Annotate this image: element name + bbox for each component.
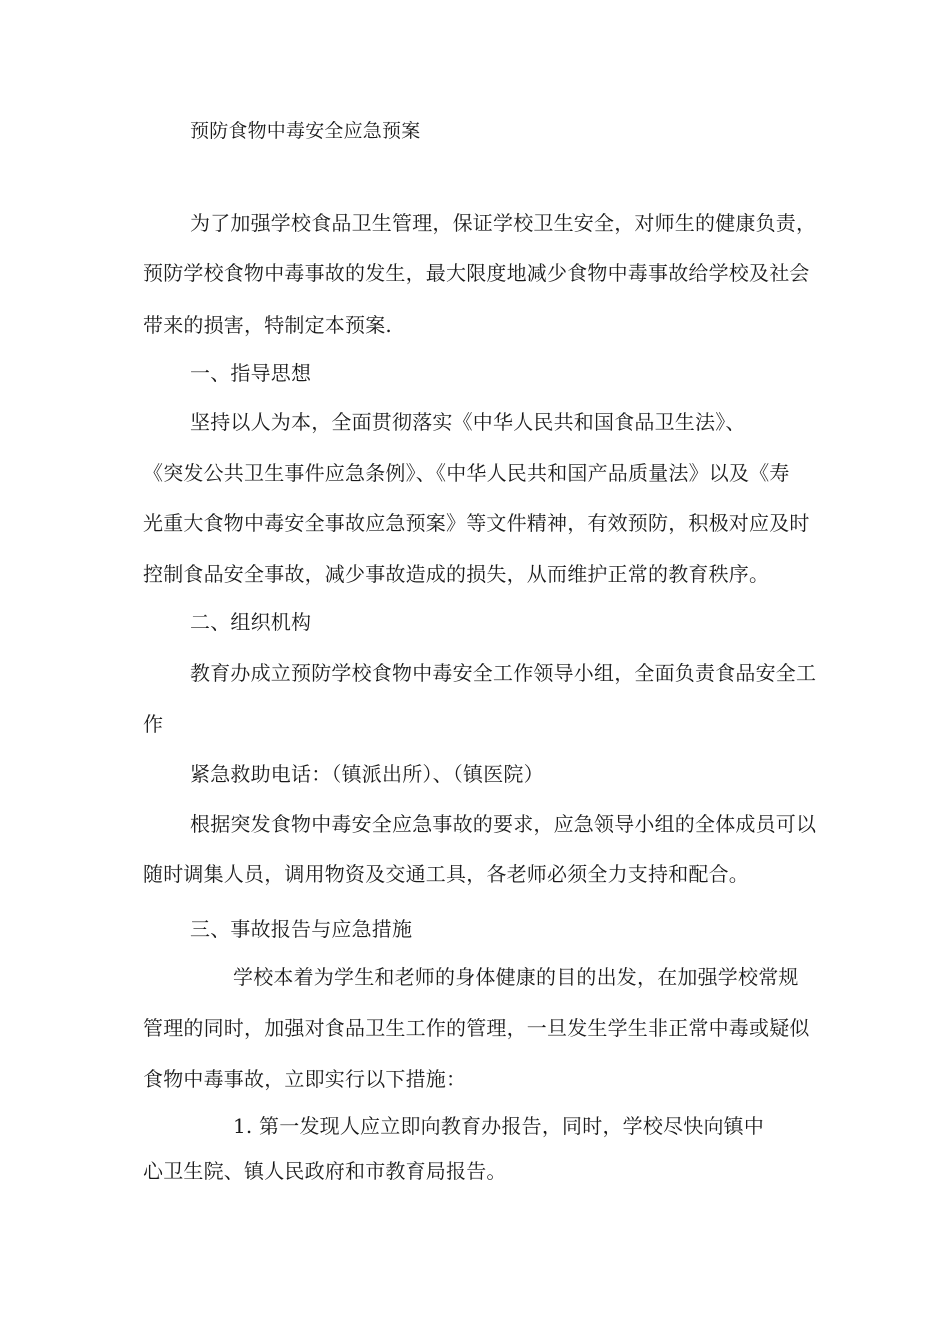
section3-heading: 三、事故报告与应急措施	[190, 917, 413, 941]
section2-para1-line-2: 作	[143, 712, 164, 736]
emergency-hotline: 紧急救助电话：（镇派出所）、（镇医院）	[190, 762, 544, 786]
section3-item1-line-1: 1. 第一发现人应立即向教育办报告，同时，学校尽快向镇中	[233, 1114, 765, 1138]
intro-line-3: 带来的损害，特制定本预案.	[143, 313, 392, 337]
section1-line-3: 光重大食物中毒安全事故应急预案》等文件精神，有效预防，积极对应及时	[143, 511, 810, 535]
section1-line-1: 坚持以人为本，全面贯彻落实《中华人民共和国食品卫生法》、	[190, 410, 746, 434]
section2-para2-line-2: 随时调集人员，调用物资及交通工具，各老师必须全力支持和配合。	[143, 862, 749, 886]
section3-item1-line-2: 心卫生院、镇人民政府和市教育局报告。	[143, 1159, 507, 1183]
section1-line-2: 《突发公共卫生事件应急条例》、《中华人民共和国产品质量法》以及《寿	[143, 461, 790, 485]
section2-para2-line-1: 根据突发食物中毒安全应急事故的要求，应急领导小组的全体成员可以	[190, 812, 817, 836]
intro-line-1: 为了加强学校食品卫生管理，保证学校卫生安全，对师生的健康负责，	[190, 211, 817, 235]
intro-line-2: 预防学校食物中毒事故的发生，最大限度地减少食物中毒事故给学校及社会	[143, 261, 810, 285]
section1-heading: 一、指导思想	[190, 361, 312, 385]
section3-para1-line-3: 食物中毒事故，立即实行以下措施：	[143, 1067, 467, 1091]
document-title: 预防食物中毒安全应急预案	[190, 120, 421, 142]
section3-para1-line-2: 管理的同时，加强对食品卫生工作的管理，一旦发生学生非正常中毒或疑似	[143, 1016, 810, 1040]
section1-line-4: 控制食品安全事故，减少事故造成的损失，从而维护正常的教育秩序。	[143, 562, 770, 586]
section2-heading: 二、组织机构	[190, 610, 312, 634]
section2-para1-line-1: 教育办成立预防学校食物中毒安全工作领导小组，全面负责食品安全工	[190, 661, 817, 685]
section3-para1-line-1: 学校本着为学生和老师的身体健康的目的出发，在加强学校常规	[233, 965, 799, 989]
